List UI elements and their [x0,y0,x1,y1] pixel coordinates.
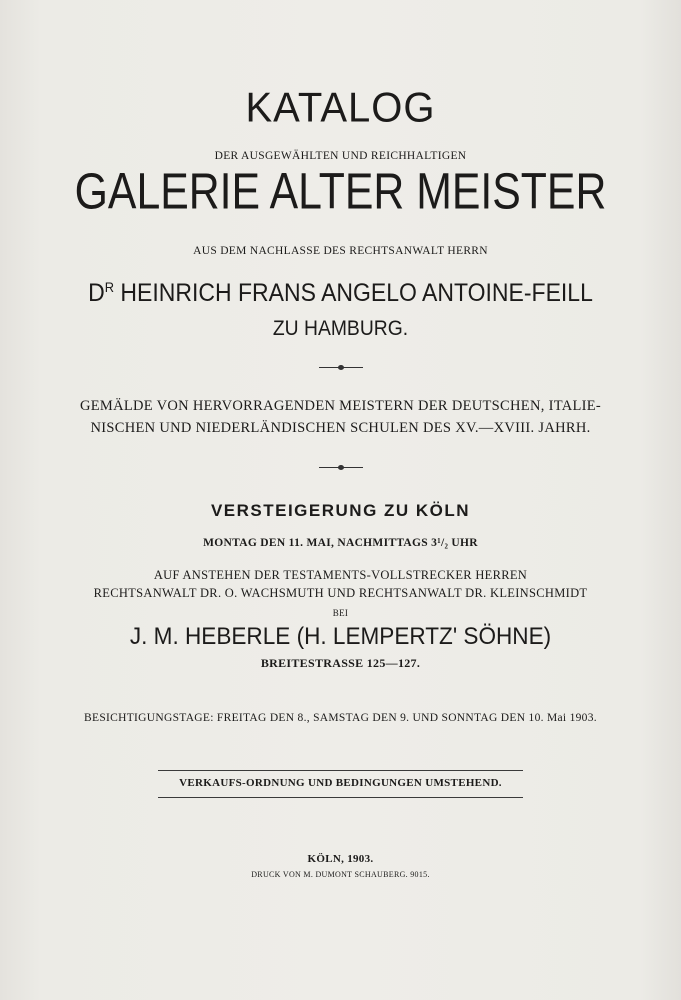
description-line-1: GEMÄLDE VON HERVORRAGENDEN MEISTERN DER DEUTSCHEN, ITALIE- [79,398,602,414]
collection-name: GALERIE ALTER MEISTER [74,162,607,220]
auction-date: MONTAG DEN 11. MAI, NACHMITTAGS 3¹/₂ UHR [203,537,478,549]
terms-rule-bottom [158,797,523,798]
imprint-printer: DRUCK VON M. DUMONT SCHAUBERG. 9015. [251,870,430,879]
owner-name: HEINRICH FRANS ANGELO ANTOINE-FEILL [120,279,593,307]
by-label: BEI [332,608,349,618]
auction-title: VERSTEIGERUNG ZU KÖLN [210,501,471,520]
sale-terms-note: VERKAUFS-ORDNUNG UND BEDINGUNGEN UMSTEHEND. [179,777,502,789]
description-line-2: NISCHEN UND NIEDERLÄNDISCHEN SCHULEN DES XV.—XVIII. JAHRH. [90,420,591,436]
owner-prefix-sup: R [104,279,115,295]
owner-prefix: D [88,279,105,307]
instruction-line-1: AUF ANSTEHEN DER TESTAMENTS-VOLLSTRECKER HERREN [153,568,528,582]
ornament-divider [319,465,363,471]
instruction-line-2: RECHTSANWALT DR. O. WACHSMUTH UND RECHTSANWALT DR. KLEINSCHMIDT [93,586,588,600]
subtitle-estate: AUS DEM NACHLASSE DES RECHTSANWALT HERRN [193,245,488,257]
owner-name-line [27,280,654,306]
viewing-days: BESICHTIGUNGSTAGE: FREITAG DEN 8., SAMSTAG DEN 9. UND SONNTAG DEN 10. Mai 1903. [84,712,597,724]
catalog-title: KATALOG [245,84,436,132]
terms-rule-top [158,770,523,771]
subtitle-selected: DER AUSGEWÄHLTEN UND REICHHALTIGEN [214,150,467,162]
imprint-place: KÖLN, 1903. [307,853,374,865]
auction-address: BREITESTRASSE 125—127. [260,656,421,670]
owner-city: ZU HAMBURG. [272,317,409,340]
ornament-divider [319,365,363,371]
auction-house: J. M. HEBERLE (H. LEMPERTZ' SÖHNE) [129,623,552,650]
